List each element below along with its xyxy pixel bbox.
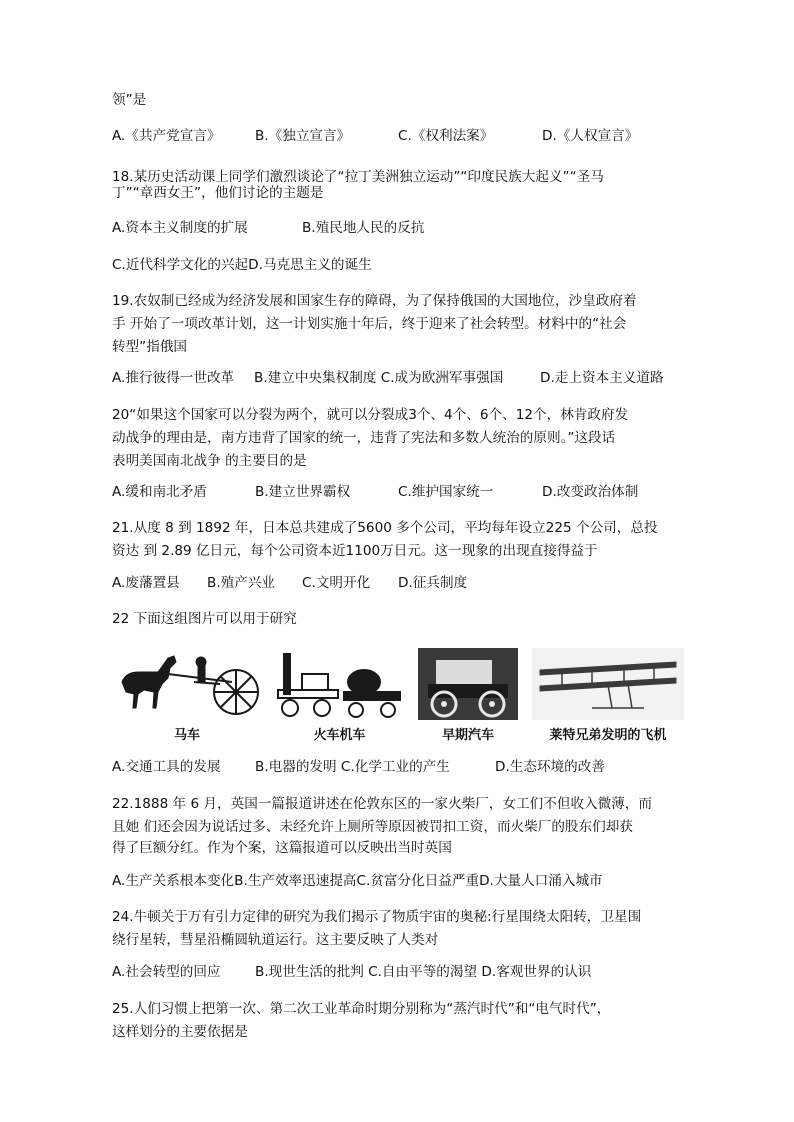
q22-options xyxy=(112,755,692,779)
q21-options xyxy=(112,571,692,595)
q18-options-ab xyxy=(112,216,692,240)
q20-options xyxy=(112,480,692,504)
q25-stem-1: 25.人们习惯上把第一次、第二次工业革命时期分别称为“蒸汽时代”和“电气时代”， xyxy=(112,1001,611,1017)
biplane-figure xyxy=(532,648,684,748)
q20-option-a: A.缓和南北矛盾 xyxy=(112,484,207,500)
q19-stem-1: 19.农奴制已经成为经济发展和国家生存的障碍，为了保持俄国的大国地位，沙皇政府着 xyxy=(112,293,637,309)
q21-option-a: A.废藩置县 xyxy=(112,575,180,591)
q17-option-d: D.《人权宣言》 xyxy=(542,128,639,144)
q21-stem-2: 资达 到 2.89 亿日元，每个公司资本近1100万日元。这一现象的出现直接得益于 xyxy=(112,543,598,559)
locomotive-caption: 火车机车 xyxy=(313,728,366,743)
q22-stem: 22 下面这组图片可以用于研究 xyxy=(112,611,297,627)
biplane-icon xyxy=(532,648,684,722)
locomotive-figure xyxy=(272,648,407,748)
q23-stem-3: 得了巨额分红。作为个案，这篇报道可以反映出当时英国 xyxy=(112,840,452,856)
q17-options xyxy=(112,124,692,148)
q25-stem-2: 这样划分的主要依据是 xyxy=(112,1024,248,1040)
q24-option-bcd: B.现世生活的批判 C.自由平等的渴望 D.客观世界的认识 xyxy=(255,964,592,980)
early-car-caption: 早期汽车 xyxy=(441,728,494,743)
q24-option-a: A.社会转型的回应 xyxy=(112,964,221,980)
q17-stem-tail: 领”是 xyxy=(112,92,147,108)
q24-options xyxy=(112,960,692,984)
locomotive-icon xyxy=(272,648,407,722)
q21-option-d: D.征兵制度 xyxy=(398,575,468,591)
q21-stem-1: 21.从度 8 到 1892 年，日本总共建成了5600 多个公司，平均每年设立225 个公司，总投 xyxy=(112,520,658,536)
q18-stem-2: 丁”“章西女王”，他们讨论的主题是 xyxy=(112,185,324,201)
q20-stem-3: 表明美国南北战争 的主要目的是 xyxy=(112,453,307,469)
q23-stem-1: 22.1888 年 6 月，英国一篇报道讲述在伦敦东区的一家火柴厂，女工们不但收入微薄，而 xyxy=(112,796,653,812)
q17-option-b: B.《独立宣言》 xyxy=(255,128,351,144)
q19-options xyxy=(112,366,692,390)
q18-option-b: B.殖民地人民的反抗 xyxy=(302,220,425,236)
q22-option-bc: B.电器的发明 C.化学工业的产生 xyxy=(255,759,450,775)
q21-option-c: C.文明开化 xyxy=(302,575,371,591)
q18-stem-1: 18.某历史活动课上同学们激烈谈论了“拉丁美洲独立运动”“印度民族大起义”“圣马 xyxy=(112,169,604,185)
q19-option-bc: B.建立中央集权制度 C.成为欧洲军事强国 xyxy=(254,370,504,386)
horse-carriage-figure xyxy=(112,648,262,748)
early-car-icon xyxy=(418,648,518,722)
q22-image-strip xyxy=(112,648,686,748)
q19-option-d: D.走上资本主义道路 xyxy=(540,370,664,386)
q20-stem-2: 动战争的理由是，南方违背了国家的统一，违背了宪法和多数人统治的原则。”这段话 xyxy=(112,430,616,446)
horse-carriage-caption: 马车 xyxy=(173,728,200,743)
horse-carriage-icon xyxy=(112,648,262,722)
q23-stem-2: 且她 们还会因为说话过多、未经允许上厕所等原因被罚扣工资，而火柴厂的股东们却获 xyxy=(112,819,633,835)
early-car-figure xyxy=(418,648,518,748)
q21-option-b: B.殖产兴业 xyxy=(207,575,276,591)
q19-option-a: A.推行彼得一世改革 xyxy=(112,370,235,386)
q19-stem-2: 手 开始了一项改革计划，这一计划实施十年后，终于迎来了社会转型。材料中的“社会 xyxy=(112,316,627,332)
q20-option-c: C.维护国家统一 xyxy=(398,484,494,500)
q20-option-d: D.改变政治体制 xyxy=(542,484,639,500)
q19-stem-3: 转型”指俄国 xyxy=(112,339,188,355)
q18-option-cd: C.近代科学文化的兴起D.马克思主义的诞生 xyxy=(112,257,372,273)
q17-option-c: C.《权利法案》 xyxy=(398,128,494,144)
q23-options: A.生产关系根本变化B.生产效率迅速提高C.贫富分化日益严重D.大量人口涌入城市 xyxy=(112,873,603,889)
q17-option-a: A.《共产党宣言》 xyxy=(112,128,221,144)
q20-option-b: B.建立世界霸权 xyxy=(255,484,351,500)
q24-stem-2: 绕行星转，彗星沿椭圆轨道运行。这主要反映了人类对 xyxy=(112,932,439,948)
q20-stem-1: 20“如果这个国家可以分裂为两个，就可以分裂成3个、4个、6个、12个，林肯政府发 xyxy=(112,407,629,423)
q24-stem-1: 24.牛顿关于万有引力定律的研究为我们揭示了物质宇宙的奥秘:行星围绕太阳转，卫星围 xyxy=(112,909,642,925)
biplane-caption: 莱特兄弟发明的飞机 xyxy=(549,728,667,743)
q22-option-a: A.交通工具的发展 xyxy=(112,759,221,775)
q22-option-d: D.生态环境的改善 xyxy=(495,759,605,775)
q18-option-a: A.资本主义制度的扩展 xyxy=(112,220,248,236)
